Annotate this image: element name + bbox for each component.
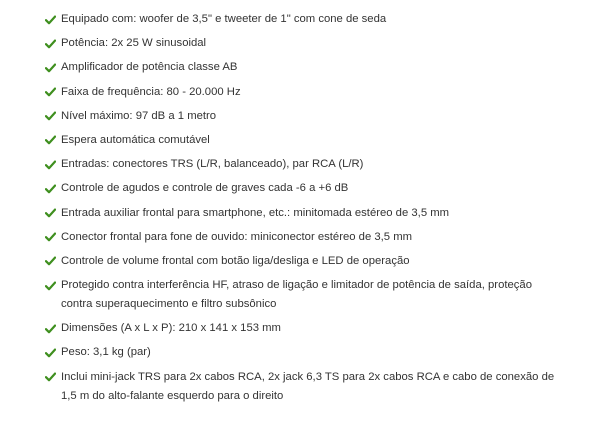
- feature-text: Nível máximo: 97 dB a 1 metro: [61, 109, 217, 122]
- feature-text: Entrada auxiliar frontal para smartphone, etc.: minitomada estéreo de 3,5 mm: [61, 206, 450, 219]
- checkmark-icon: [45, 83, 57, 102]
- checkmark-icon: [45, 368, 57, 387]
- list-item: [0, 10, 590, 29]
- list-item: [0, 319, 590, 338]
- list-item: [0, 155, 590, 174]
- checkmark-icon: [45, 58, 57, 77]
- feature-text: Potência: 2x 25 W sinusoidal: [61, 37, 207, 50]
- feature-text: Faixa de frequência: 80 - 20.000 Hz: [61, 85, 241, 98]
- feature-text: Controle de agudos e controle de graves cada -6 a +6 dB: [61, 182, 349, 195]
- checkmark-icon: [45, 107, 57, 126]
- feature-text: Dimensões (A x L x P): 210 x 141 x 153 mm: [61, 322, 281, 335]
- feature-text: Equipado com: woofer de 3,5" e tweeter de 1" com cone de seda: [61, 13, 387, 25]
- checkmark-icon: [45, 343, 57, 362]
- checkmark-icon: [45, 276, 57, 295]
- checkmark-icon: [45, 131, 57, 150]
- checkmark-icon: [45, 155, 57, 174]
- list-item: [0, 83, 590, 102]
- feature-text: Inclui mini-jack TRS para 2x cabos RCA, 2x jack 6,3 TS para 2x cabos RCA e cabo de conexão de 1,5 m do alto-falante esquerdo para o direito: [61, 370, 555, 402]
- list-item: [0, 204, 590, 223]
- list-item: [0, 107, 590, 126]
- list-item: [0, 368, 590, 406]
- feature-text: Controle de volume frontal com botão liga/desliga e LED de operação: [61, 254, 410, 267]
- feature-text: Conector frontal para fone de ouvido: miniconector estéreo de 3,5 mm: [61, 230, 413, 243]
- checkmark-icon: [45, 10, 57, 29]
- checkmark-icon: [45, 204, 57, 223]
- list-item: [0, 34, 590, 53]
- list-item: [0, 276, 590, 314]
- list-item: [0, 58, 590, 77]
- list-item: [0, 252, 590, 271]
- feature-text: Entradas: conectores TRS (L/R, balanceado), par RCA (L/R): [61, 158, 364, 171]
- checkmark-icon: [45, 319, 57, 338]
- list-item: [0, 131, 590, 150]
- checkmark-icon: [45, 179, 57, 198]
- list-item: [0, 179, 590, 198]
- checkmark-icon: [45, 252, 57, 271]
- feature-text: Amplificador de potência classe AB: [61, 61, 238, 74]
- feature-text: Peso: 3,1 kg (par): [61, 346, 151, 359]
- list-item: [0, 343, 590, 362]
- checkmark-icon: [45, 34, 57, 53]
- checkmark-icon: [45, 228, 57, 247]
- list-item: [0, 228, 590, 247]
- feature-text: Protegido contra interferência HF, atraso de ligação e limitador de potência de saída, proteção contra superaquecimento e filtro subsônico: [61, 279, 532, 311]
- feature-text: Espera automática comutável: [61, 133, 210, 146]
